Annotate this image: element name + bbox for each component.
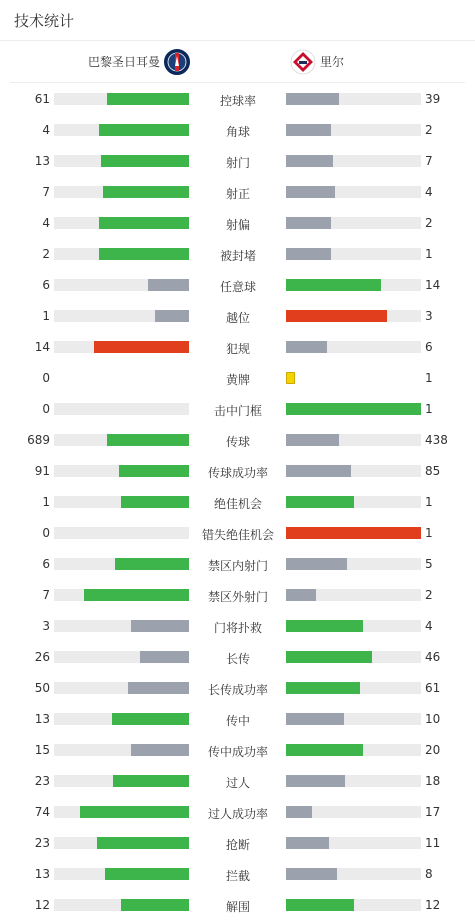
stat-label: 射门 (225, 156, 250, 170)
away-bar-track (286, 744, 421, 756)
stat-row (0, 734, 475, 765)
home-bar-fill (105, 868, 189, 880)
away-value: 2 (425, 123, 433, 137)
away-bar-fill (286, 279, 381, 291)
away-bar-track (286, 713, 421, 725)
stat-label: 长传成功率 (207, 683, 268, 697)
home-bar-track (54, 341, 189, 353)
home-value: 13 (34, 712, 50, 726)
stat-label: 抢断 (225, 838, 250, 852)
home-bar-fill (121, 496, 189, 508)
stat-row (0, 176, 475, 207)
stat-label: 被封堵 (219, 249, 256, 263)
away-bar-fill (286, 713, 344, 725)
away-value: 2 (425, 216, 433, 230)
home-bar-fill (103, 186, 189, 198)
away-bar-fill (286, 403, 421, 415)
home-bar-track (54, 465, 189, 477)
home-bar-fill (140, 651, 189, 663)
home-bar-track (54, 248, 189, 260)
away-bar-fill (286, 868, 337, 880)
home-value: 74 (34, 805, 50, 819)
home-bar-track (54, 744, 189, 756)
away-bar-fill (286, 527, 421, 539)
home-bar-fill (128, 682, 189, 694)
away-bar-track (286, 837, 421, 849)
away-bar-fill (286, 558, 347, 570)
stat-label: 禁区内射门 (207, 559, 268, 573)
home-bar-track (54, 217, 189, 229)
away-bar-fill (286, 775, 345, 787)
home-value: 7 (42, 185, 50, 199)
stat-label: 传球成功率 (207, 466, 268, 480)
away-value: 1 (425, 247, 433, 261)
away-value: 85 (425, 464, 441, 478)
home-bar-track (54, 651, 189, 663)
away-bar-fill (286, 465, 351, 477)
away-value: 14 (425, 278, 441, 292)
away-bar-fill (286, 93, 339, 105)
home-bar-fill (121, 899, 189, 911)
stat-label: 传中成功率 (207, 745, 268, 759)
home-value: 4 (42, 123, 50, 137)
away-bar-track (286, 341, 421, 353)
home-value: 689 (27, 433, 50, 447)
home-value: 50 (34, 681, 50, 695)
away-value: 6 (425, 340, 433, 354)
away-value: 2 (425, 588, 433, 602)
home-value: 1 (42, 309, 50, 323)
home-value: 13 (34, 154, 50, 168)
home-bar-fill (99, 217, 189, 229)
away-value: 20 (425, 743, 441, 757)
home-bar-fill (131, 744, 189, 756)
away-value: 18 (425, 774, 441, 788)
home-bar-fill (115, 558, 189, 570)
away-bar-track (286, 465, 421, 477)
stat-row (0, 672, 475, 703)
away-bar-fill (286, 496, 354, 508)
away-bar-track (286, 806, 421, 818)
away-bar-fill (286, 806, 312, 818)
home-bar-fill (101, 155, 189, 167)
away-value: 3 (425, 309, 433, 323)
away-bar-track (286, 186, 421, 198)
away-value: 11 (425, 836, 441, 850)
away-value: 1 (425, 495, 433, 509)
stat-label: 禁区外射门 (207, 590, 268, 604)
away-bar-track (286, 279, 421, 291)
home-value: 6 (42, 557, 50, 571)
stat-label: 黄牌 (225, 373, 250, 387)
away-value: 438 (425, 433, 448, 447)
stat-row (0, 641, 475, 672)
home-bar-fill (80, 806, 189, 818)
home-value: 1 (42, 495, 50, 509)
home-bar-track (54, 434, 189, 446)
away-value: 1 (425, 526, 433, 540)
home-bar-fill (84, 589, 189, 601)
stat-label: 越位 (225, 311, 250, 325)
stat-row (0, 486, 475, 517)
away-bar-fill (286, 434, 339, 446)
stat-label: 角球 (225, 125, 250, 139)
away-bar-track (286, 868, 421, 880)
psg-crest-icon (164, 49, 190, 75)
stat-row (0, 703, 475, 734)
home-bar-track (54, 403, 189, 415)
home-bar-track (54, 589, 189, 601)
home-value: 23 (34, 774, 50, 788)
away-bar-fill (286, 651, 372, 663)
home-bar-track (54, 682, 189, 694)
team-header (10, 41, 465, 83)
home-bar-fill (131, 620, 189, 632)
home-bar-track (54, 899, 189, 911)
away-bar-fill (286, 341, 327, 353)
home-bar-fill (119, 465, 189, 477)
home-value: 0 (42, 371, 50, 385)
page-title: 技术统计 (14, 12, 75, 30)
home-value: 4 (42, 216, 50, 230)
stat-label: 击中门框 (213, 404, 262, 418)
stat-label: 控球率 (219, 94, 256, 108)
home-bar-track (54, 93, 189, 105)
away-value: 5 (425, 557, 433, 571)
stat-row (0, 83, 475, 114)
stat-row (0, 827, 475, 858)
away-value: 7 (425, 154, 433, 168)
stat-row (0, 424, 475, 455)
stat-label: 长传 (225, 652, 250, 666)
away-value: 4 (425, 185, 433, 199)
home-bar-track (54, 868, 189, 880)
home-value: 12 (34, 898, 50, 912)
away-bar-track (286, 620, 421, 632)
home-bar-track (54, 310, 189, 322)
home-value: 7 (42, 588, 50, 602)
away-bar-track (286, 124, 421, 136)
home-value: 23 (34, 836, 50, 850)
away-bar-fill (286, 589, 316, 601)
stat-row (0, 455, 475, 486)
stat-label: 过人成功率 (207, 807, 268, 821)
home-value: 91 (34, 464, 50, 478)
home-bar-track (54, 527, 189, 539)
away-bar-fill (286, 186, 335, 198)
stat-row (0, 207, 475, 238)
away-bar-fill (286, 124, 331, 136)
away-bar-track (286, 496, 421, 508)
home-bar-track (54, 806, 189, 818)
home-value: 2 (42, 247, 50, 261)
away-bar-fill (286, 744, 363, 756)
away-bar-track (286, 527, 421, 539)
away-value: 1 (425, 371, 433, 385)
away-team-name: 里尔 (320, 55, 345, 69)
stat-row (0, 331, 475, 362)
stat-row (0, 548, 475, 579)
stat-row (0, 238, 475, 269)
stat-row (0, 517, 475, 548)
home-value: 15 (34, 743, 50, 757)
away-bar-fill (286, 217, 331, 229)
stat-row (0, 889, 475, 920)
stat-label: 传中 (225, 714, 250, 728)
away-team[interactable] (290, 41, 344, 82)
stat-label: 任意球 (219, 280, 256, 294)
home-value: 0 (42, 402, 50, 416)
stat-label: 拦截 (225, 869, 250, 883)
stat-label: 犯规 (225, 342, 250, 356)
yellow-card-icon (286, 372, 295, 384)
away-bar-fill (286, 310, 387, 322)
stat-row (0, 579, 475, 610)
away-bar-track (286, 558, 421, 570)
lille-crest-icon (290, 49, 316, 75)
home-bar-fill (97, 837, 189, 849)
stat-label: 解围 (225, 900, 250, 914)
home-value: 61 (34, 92, 50, 106)
away-bar-track (286, 217, 421, 229)
home-bar-track (54, 124, 189, 136)
away-value: 46 (425, 650, 441, 664)
home-bar-fill (112, 713, 189, 725)
away-bar-track (286, 589, 421, 601)
stat-row (0, 796, 475, 827)
away-value: 12 (425, 898, 441, 912)
home-bar-fill (113, 775, 189, 787)
home-team[interactable] (88, 41, 190, 82)
away-bar-track (286, 899, 421, 911)
home-bar-fill (99, 124, 189, 136)
away-bar-track (286, 155, 421, 167)
home-bar-fill (155, 310, 189, 322)
away-bar-fill (286, 248, 331, 260)
home-bar-track (54, 620, 189, 632)
home-bar-track (54, 279, 189, 291)
home-value: 3 (42, 619, 50, 633)
away-bar-fill (286, 837, 329, 849)
stat-row (0, 362, 475, 393)
stat-row (0, 300, 475, 331)
away-value: 17 (425, 805, 441, 819)
away-bar-track (286, 93, 421, 105)
away-bar-fill (286, 899, 354, 911)
away-bar-fill (286, 155, 333, 167)
stat-row (0, 269, 475, 300)
stat-row (0, 610, 475, 641)
stats-list (0, 83, 475, 920)
stat-label: 绝佳机会 (213, 497, 262, 511)
stat-label: 射正 (225, 187, 250, 201)
away-value: 4 (425, 619, 433, 633)
away-value: 39 (425, 92, 441, 106)
away-bar-track (286, 403, 421, 415)
home-bar-fill (99, 248, 189, 260)
stat-label: 过人 (225, 776, 250, 790)
away-bar-track (286, 682, 421, 694)
home-bar-track (54, 837, 189, 849)
away-bar-track (286, 651, 421, 663)
home-value: 14 (34, 340, 50, 354)
away-bar-track (286, 434, 421, 446)
stat-label: 错失绝佳机会 (201, 528, 274, 542)
stat-label: 射偏 (225, 218, 250, 232)
stat-label: 传球 (225, 435, 250, 449)
stat-row (0, 145, 475, 176)
home-bar-track (54, 775, 189, 787)
home-bar-track (54, 496, 189, 508)
away-bar-track (286, 310, 421, 322)
home-value: 0 (42, 526, 50, 540)
home-bar-track (54, 713, 189, 725)
away-value: 61 (425, 681, 441, 695)
stat-row (0, 858, 475, 889)
title-bar (0, 0, 475, 41)
home-bar-track (54, 186, 189, 198)
stat-row (0, 114, 475, 145)
home-team-name: 巴黎圣日耳曼 (87, 55, 160, 69)
stat-row (0, 393, 475, 424)
away-bar-track (286, 248, 421, 260)
home-bar-fill (107, 434, 189, 446)
away-value: 1 (425, 402, 433, 416)
stat-label: 门将扑救 (213, 621, 262, 635)
home-bar-track (54, 558, 189, 570)
stat-row (0, 765, 475, 796)
away-value: 8 (425, 867, 433, 881)
away-value: 10 (425, 712, 441, 726)
home-value: 26 (34, 650, 50, 664)
away-bar-track (286, 775, 421, 787)
home-value: 6 (42, 278, 50, 292)
home-bar-fill (148, 279, 189, 291)
home-bar-fill (107, 93, 189, 105)
home-bar-track (54, 155, 189, 167)
home-bar-fill (94, 341, 189, 353)
home-value: 13 (34, 867, 50, 881)
away-bar-fill (286, 682, 360, 694)
away-bar-fill (286, 620, 363, 632)
